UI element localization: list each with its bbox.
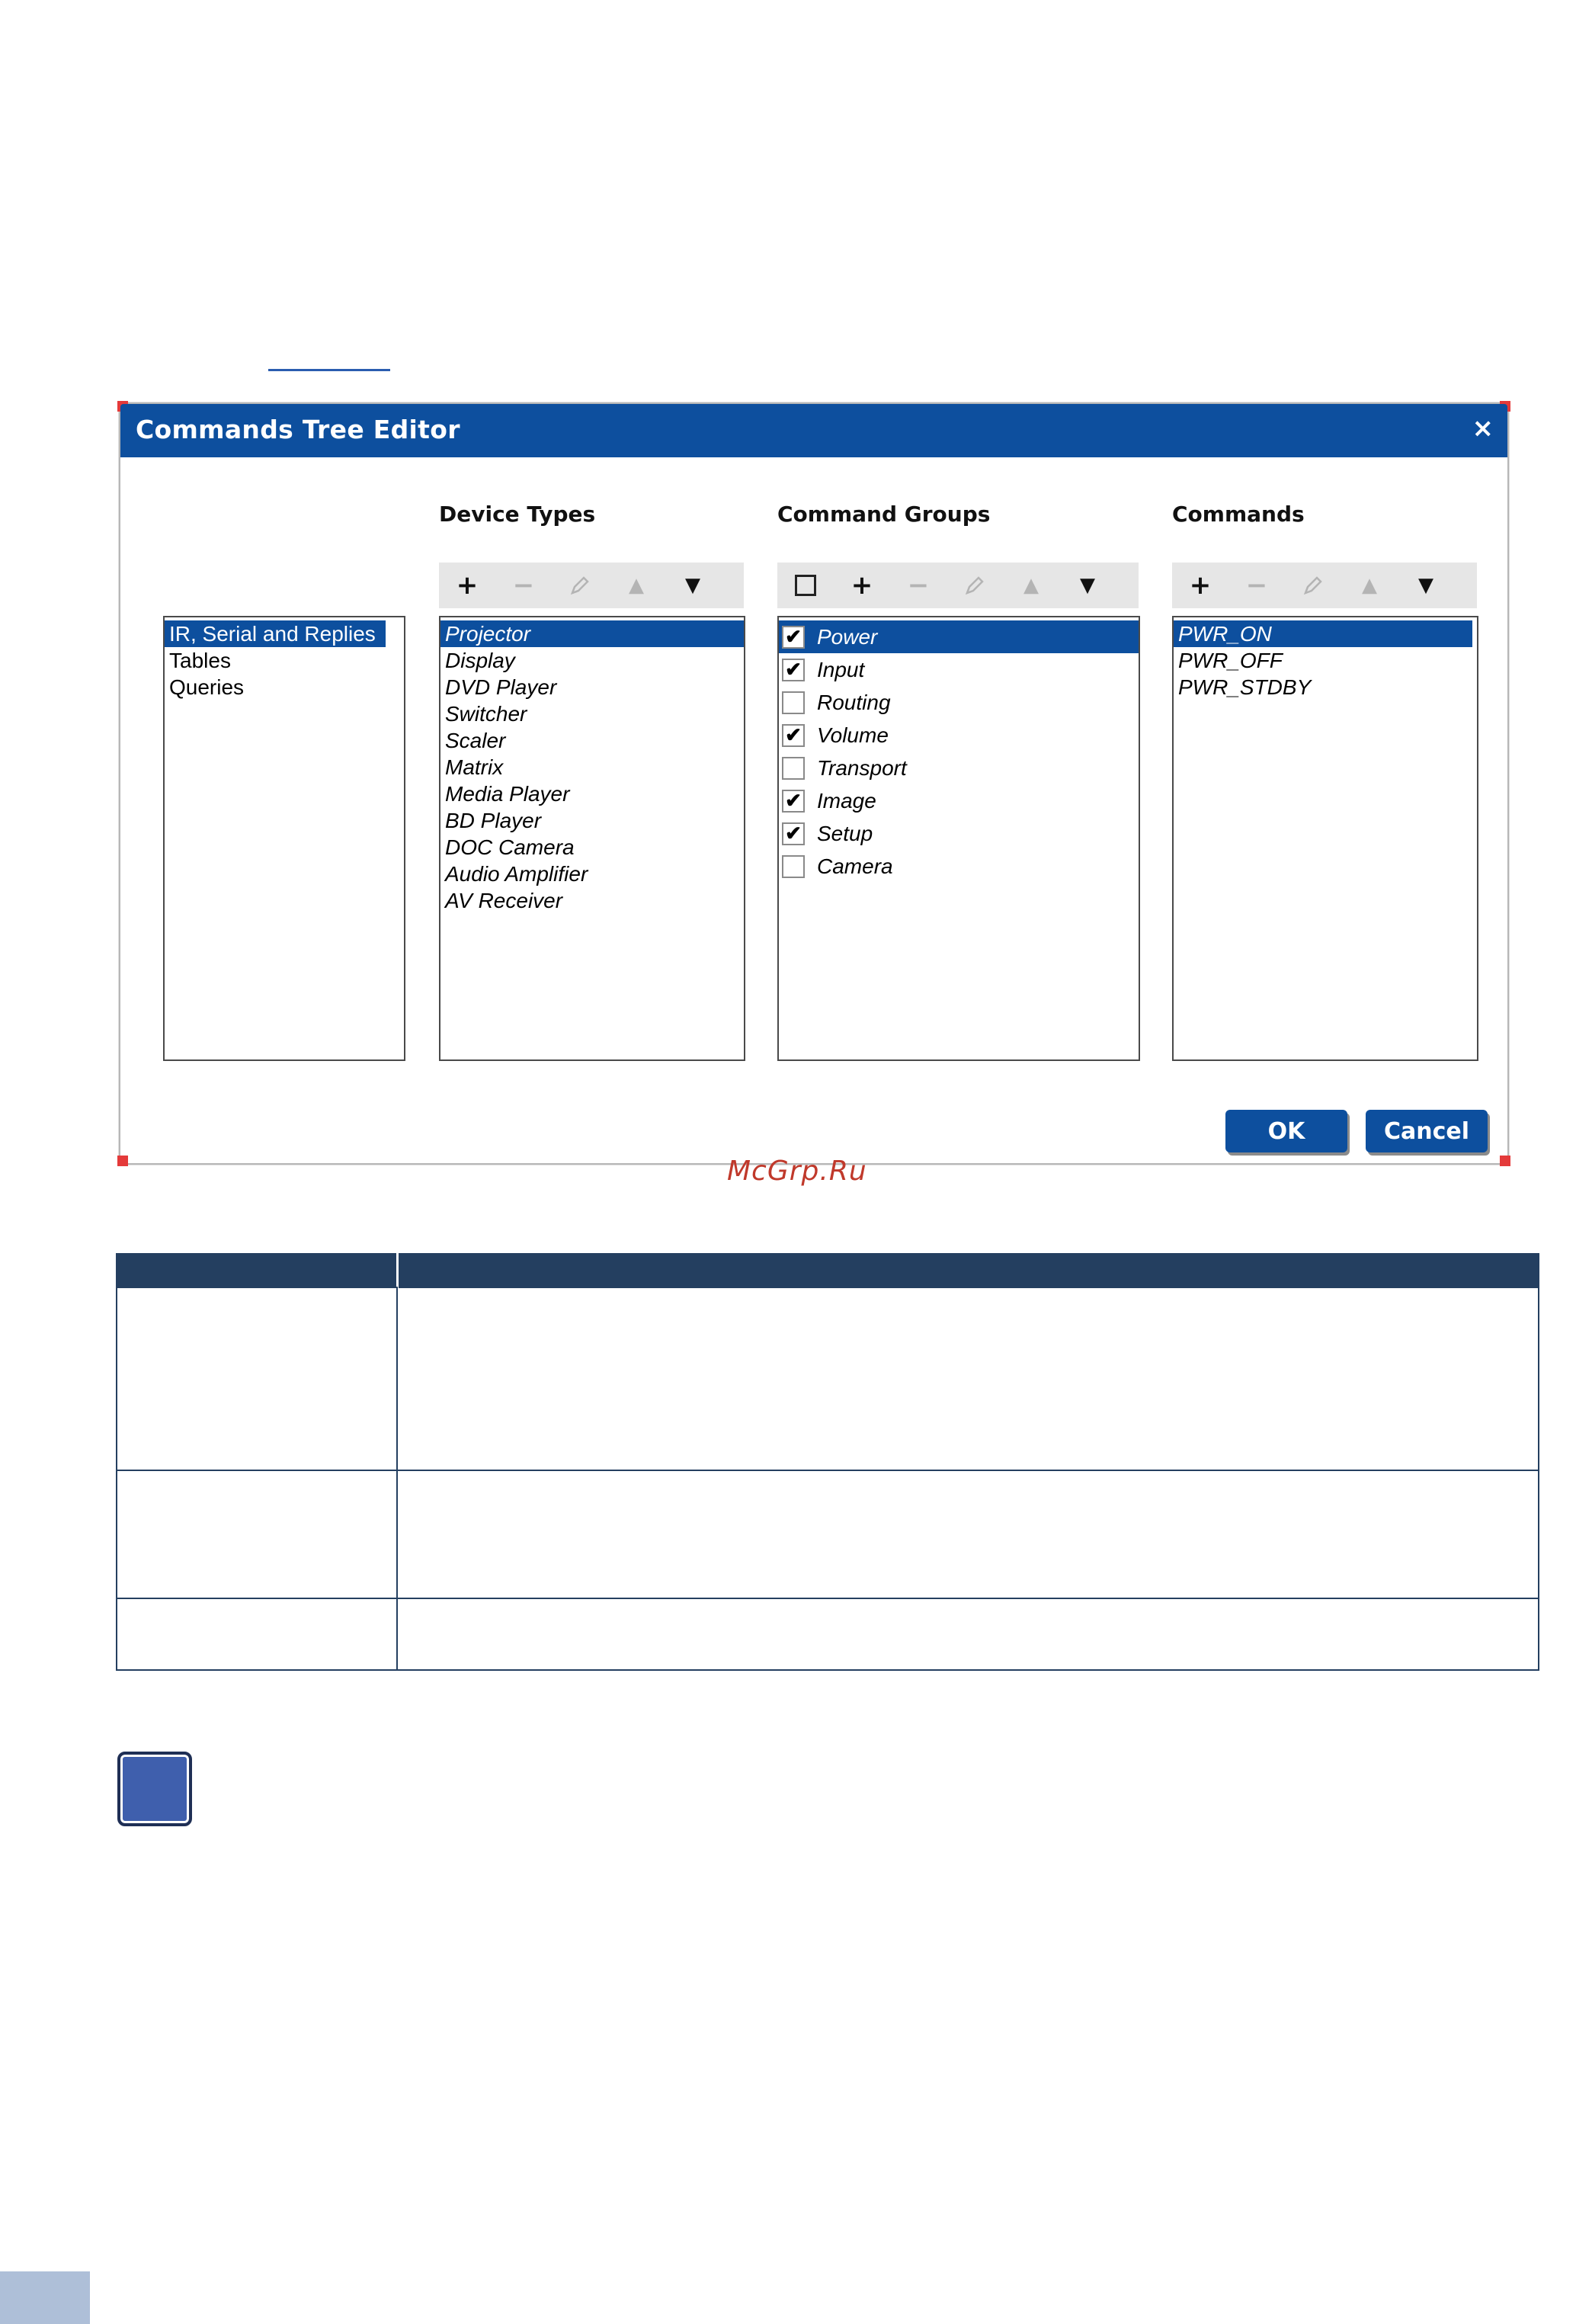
- table-body: [116, 1287, 1539, 1671]
- command-groups-toolbar: [777, 563, 1139, 608]
- commands-tree-editor-dialog: [119, 402, 1509, 1165]
- add-icon[interactable]: +: [1189, 570, 1212, 601]
- remove-icon[interactable]: −: [512, 570, 535, 601]
- note-icon: [117, 1752, 192, 1826]
- table-row-divider: [116, 1470, 1539, 1471]
- page-corner-tab: [0, 2271, 90, 2324]
- command-group-label: Power: [817, 624, 878, 649]
- remove-icon[interactable]: −: [1245, 570, 1268, 601]
- remove-icon[interactable]: −: [907, 570, 930, 601]
- add-icon[interactable]: +: [456, 570, 479, 601]
- list-item[interactable]: IR, Serial and Replies: [165, 620, 386, 647]
- select-all-checkbox-icon[interactable]: [777, 563, 834, 608]
- list-item[interactable]: PWR_STDBY: [1178, 675, 1312, 699]
- move-down-glyph: ▼: [1418, 574, 1433, 597]
- dialog-titlebar[interactable]: [120, 404, 1507, 457]
- move-up-icon[interactable]: [1341, 563, 1398, 608]
- close-icon[interactable]: ×: [1472, 413, 1494, 444]
- command-groups-header: Command Groups: [777, 502, 991, 527]
- move-down-icon[interactable]: [1398, 563, 1454, 608]
- device-types-list[interactable]: [439, 616, 745, 1061]
- list-item[interactable]: Display: [445, 649, 515, 672]
- list-item[interactable]: DVD Player: [445, 675, 557, 699]
- list-item[interactable]: Queries: [169, 675, 245, 699]
- command-group-item[interactable]: [779, 752, 1139, 784]
- move-up-icon[interactable]: [608, 563, 665, 608]
- list-item[interactable]: Matrix: [445, 755, 504, 779]
- corner-marker: [1500, 1156, 1510, 1166]
- command-group-label: Routing: [817, 690, 891, 714]
- list-item[interactable]: Tables: [169, 649, 231, 672]
- command-group-label: Camera: [817, 854, 893, 878]
- move-down-glyph: ▼: [685, 574, 700, 597]
- checkbox-checked-icon[interactable]: ✔: [782, 822, 805, 845]
- list-item[interactable]: PWR_ON: [1174, 620, 1472, 647]
- command-group-item[interactable]: [779, 719, 1139, 752]
- add-icon[interactable]: +: [850, 570, 873, 601]
- move-down-icon[interactable]: [1059, 563, 1116, 608]
- pencil-icon[interactable]: [552, 563, 608, 608]
- list-item[interactable]: Audio Amplifier: [445, 862, 588, 886]
- command-group-item[interactable]: [779, 620, 1139, 653]
- device-types-header: Device Types: [439, 502, 596, 527]
- move-down-icon[interactable]: [665, 563, 721, 608]
- category-list[interactable]: [163, 616, 405, 1061]
- command-group-item[interactable]: [779, 784, 1139, 817]
- command-group-label: Transport: [817, 755, 907, 780]
- checkbox-checked-icon[interactable]: ✔: [782, 790, 805, 813]
- command-group-label: Setup: [817, 821, 873, 845]
- checkbox-unchecked-icon[interactable]: [782, 757, 805, 780]
- command-group-label: Image: [817, 788, 876, 813]
- list-item[interactable]: Media Player: [445, 782, 570, 806]
- command-group-label: Input: [817, 657, 865, 681]
- list-item[interactable]: DOC Camera: [445, 835, 575, 859]
- move-up-icon[interactable]: [1003, 563, 1059, 608]
- watermark: McGrp.Ru: [727, 1156, 867, 1187]
- table-header: [116, 1253, 1539, 1288]
- list-item[interactable]: BD Player: [445, 809, 542, 832]
- move-down-glyph: ▼: [1080, 574, 1095, 597]
- device-types-toolbar: [439, 563, 744, 608]
- checkbox-checked-icon[interactable]: ✔: [782, 724, 805, 747]
- checkbox-unchecked-icon[interactable]: [782, 691, 805, 714]
- cancel-button[interactable]: Cancel: [1366, 1110, 1488, 1152]
- table-header-divider: [396, 1253, 399, 1288]
- pencil-icon[interactable]: [947, 563, 1003, 608]
- commands-header: Commands: [1172, 502, 1305, 527]
- command-group-item[interactable]: [779, 817, 1139, 850]
- link-underline[interactable]: [268, 369, 390, 371]
- commands-toolbar: [1172, 563, 1477, 608]
- dialog-title: Commands Tree Editor: [136, 415, 460, 444]
- command-groups-list[interactable]: [777, 616, 1140, 1061]
- list-item[interactable]: PWR_OFF: [1178, 649, 1283, 672]
- checkbox-checked-icon[interactable]: ✔: [782, 659, 805, 681]
- list-item[interactable]: Switcher: [445, 702, 527, 726]
- corner-marker: [117, 1156, 128, 1166]
- move-up-glyph: ▲: [1023, 574, 1039, 597]
- move-up-glyph: ▲: [1362, 574, 1377, 597]
- move-up-glyph: ▲: [629, 574, 644, 597]
- table-row-divider: [116, 1598, 1539, 1599]
- list-item[interactable]: Scaler: [445, 729, 506, 752]
- command-group-label: Volume: [817, 723, 889, 747]
- pencil-icon[interactable]: [1285, 563, 1341, 608]
- command-group-item[interactable]: [779, 850, 1139, 883]
- commands-list[interactable]: [1172, 616, 1478, 1061]
- list-item[interactable]: AV Receiver: [445, 889, 563, 912]
- command-group-item[interactable]: [779, 686, 1139, 719]
- checkbox-unchecked-icon[interactable]: [782, 855, 805, 878]
- ok-button[interactable]: OK: [1225, 1110, 1347, 1152]
- command-group-item[interactable]: [779, 653, 1139, 686]
- list-item[interactable]: Projector: [440, 620, 744, 647]
- table-column-divider: [396, 1287, 398, 1671]
- checkbox-checked-icon[interactable]: ✔: [782, 626, 805, 649]
